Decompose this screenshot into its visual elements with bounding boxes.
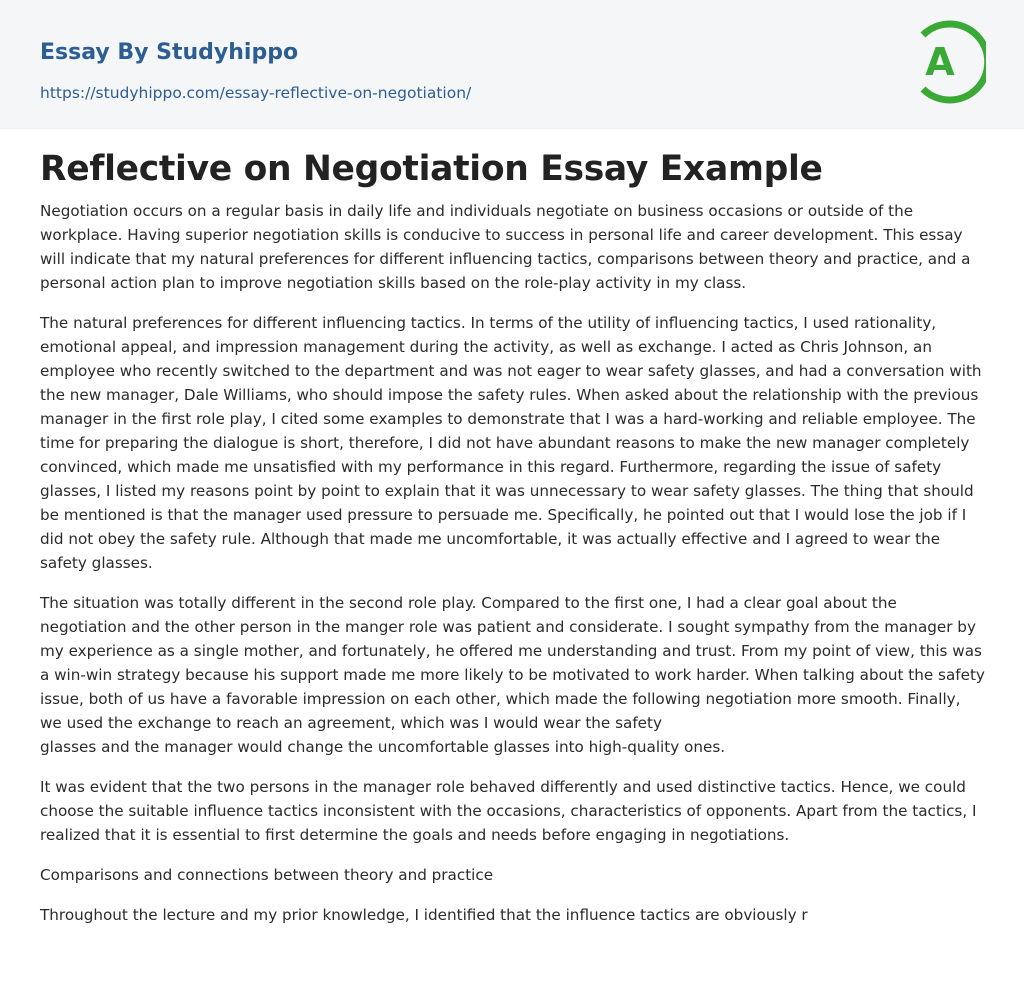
- paragraph-intro: Negotiation occurs on a regular basis in daily life and individuals negotiate on business occasions or outside of the workplace. Having superior negotiation skills is conducive to success in personal life and career development. This essay will indicate that my natural preferences for different influencing tactics, comparisons between theory and practice, and a personal action plan to improve negotiation skills based on the role-play activity in my class.: [40, 202, 971, 292]
- studyhippo-logo-icon[interactable]: [910, 18, 986, 106]
- logo-letter: A: [925, 40, 955, 84]
- paragraph-preferences: The natural preferences for different influencing tactics. In terms of the utility of influencing tactics, I used rationality, emotional appeal, and impression management during the activity, as well as exchange. I acted as Chris Johnson, an employee who recently switched to the department and was not eager to wear safety glasses, and had a conversation with the new manager, Dale Williams, who should impose the safety rules. When asked about the relationship with the previous manager in the first role play, I cited some examples to demonstrate that I was a hard-working and reliable employee. The time for preparing the dialogue is short, therefore, I did not have abundant reasons to make the new manager completely convinced, which made me unsatisfied with my performance in this regard. Furthermore, regarding the issue of safety glasses, I listed my reasons point by point to explain that it was unnecessary to wear safety glasses. The thing that should be mentioned is that the manager used pressure to persuade me. Specifically, he pointed out that I would lose the job if I did not obey the safety rule. Although that made me uncomfortable, it was actually effective and I agreed to wear the safety glasses.: [40, 314, 982, 572]
- site-header: [0, 0, 1024, 129]
- article: [0, 129, 1024, 927]
- paragraph-second-role-play: The situation was totally different in the second role play. Compared to the first one, I had a clear goal about the negotiation and the other person in the manger role was patient and considerate. I sought sympathy from the manager by my experience as a single mother, and fortunately, he offered me understanding and trust. From my point of view, this was a win-win strategy because his support made me more likely to be motivated to work harder. When talking about the safety issue, both of us have a favorable impression on each other, which made the following negotiation more smooth. Finally, we used the exchange to reach an agreement, which was I would wear the safety glasses and the manager would change the uncomfortable glasses into high-quality ones.: [40, 594, 985, 756]
- section-heading-comparisons: Comparisons and connections between theory and practice: [40, 866, 494, 884]
- paragraph-evident: It was evident that the two persons in the manager role behaved differently and used distinctive tactics. Hence, we could choose the suitable influence tactics inconsistent with the occasions, characteristics of opponents. Apart from the tactics, I realized that it is essential to first determine the goals and needs before engaging in negotiations.: [40, 778, 977, 844]
- essay-url-link[interactable]: https://studyhippo.com/essay-reflective-on-negotiation/: [40, 84, 472, 102]
- site-brand[interactable]: Essay By Studyhippo: [40, 40, 299, 65]
- paragraph-throughout: Throughout the lecture and my prior knowledge, I identified that the influence tactics are obviously r: [40, 906, 808, 924]
- page-title: Reflective on Negotiation Essay Example: [40, 149, 823, 189]
